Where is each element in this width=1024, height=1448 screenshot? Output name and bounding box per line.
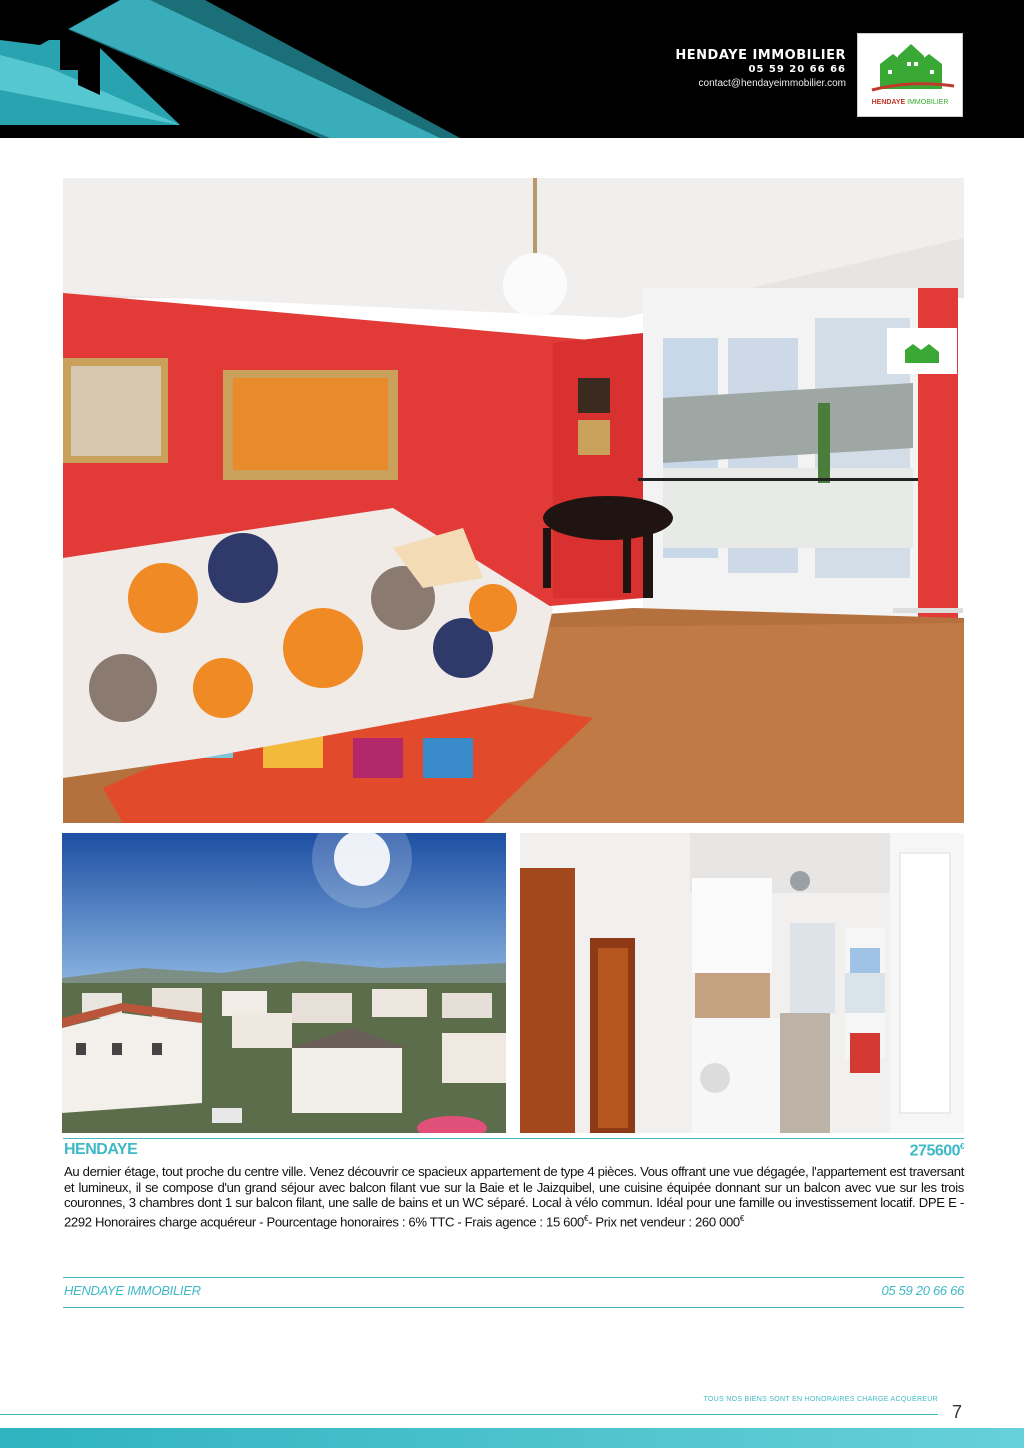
page-number: 7	[951, 1402, 962, 1422]
divider-footer-top	[63, 1277, 964, 1278]
divider-footer-bottom	[63, 1307, 964, 1308]
footer-agency-name: HENDAYE IMMOBILIER	[64, 1283, 201, 1298]
footer-phone: 05 59 20 66 66	[881, 1283, 964, 1298]
agency-contact	[675, 49, 846, 91]
house-logo-icon	[858, 34, 964, 94]
fees-notice: TOUS NOS BIENS SONT EN HONORAIRES CHARGE ACQUÉREUR	[703, 1396, 938, 1403]
listing-city: HENDAYE	[64, 1141, 138, 1158]
agency-phone: 05 59 20 66 66	[748, 64, 846, 75]
page-header	[0, 0, 1024, 138]
listing-price: 275600€	[909, 1142, 964, 1160]
agency-email[interactable]: contact@hendayeimmobilier.com	[698, 78, 846, 89]
agency-name: HENDAYE IMMOBILIER	[675, 48, 846, 63]
photo-view	[62, 833, 506, 1133]
bottom-band	[0, 1428, 1024, 1448]
photo-living-room	[63, 178, 964, 823]
photo-kitchen	[520, 833, 964, 1133]
logo-text: HENDAYE IMMOBILIER	[871, 99, 949, 106]
divider-page-bottom	[0, 1414, 938, 1415]
listing-description: Au dernier étage, tout proche du centre ville. Venez découvrir ce spacieux appartement de type 4 pièces. Vous offrant une vue dégagée, l'appartement est traversant et lumineux, il se compose d'un grand séjour avec balcon filant vue sur la Baie et le Jaizquibel, une cuisine équipée donnant sur un balcon avec vue sur les trois couronnes, 3 chambres dont 1 sur balcon filant, une salle de bains et un WC séparé. Local à vélo commun. Idéal pour une famille ou investissement locatif. DPE E - 2292 Honoraires charge acquéreur - Pourcentage honoraires : 6% TTC - Frais agence : 15 600€- Prix net vendeur : 260 000€	[64, 1164, 964, 1229]
divider-top	[63, 1138, 964, 1139]
agency-logo	[857, 33, 963, 117]
